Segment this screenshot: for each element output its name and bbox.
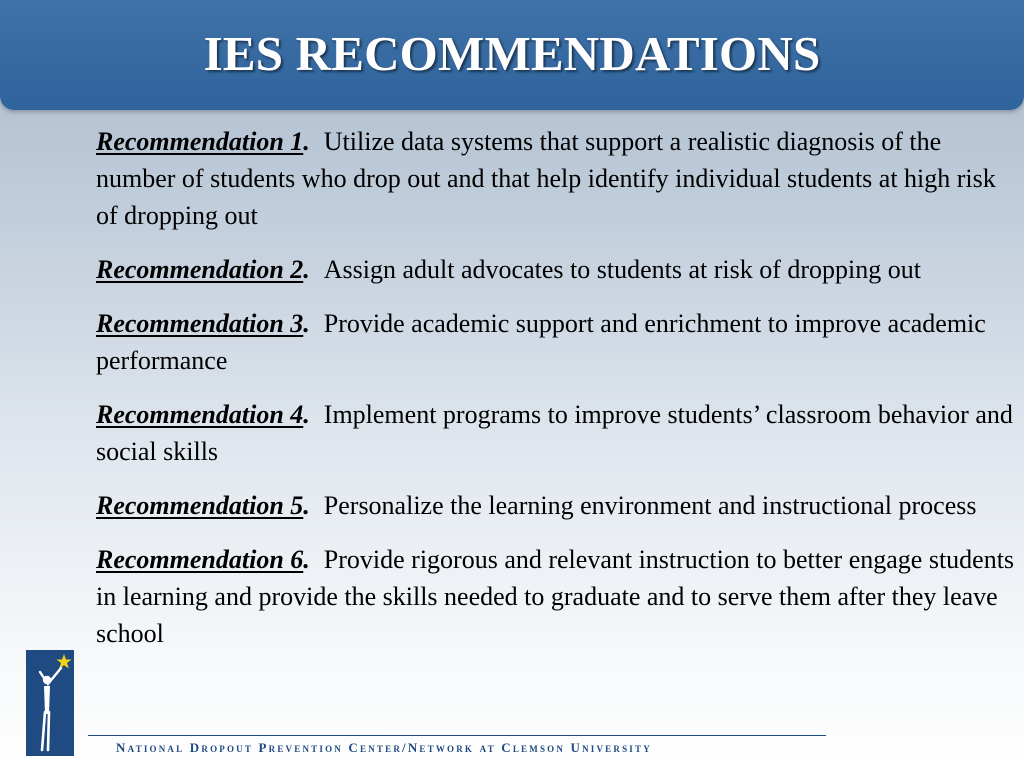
recommendation-label: Recommendation 1 (96, 127, 304, 156)
figure-legs (42, 712, 49, 750)
label-period: . (303, 309, 310, 338)
recommendation-text: Utilize data systems that support a realistic diagnosis of the number of students who drop out and that help identify individual students at high risk of dropping out (96, 127, 996, 230)
recommendation-1 (96, 123, 1016, 234)
recommendation-label: Recommendation 4 (96, 400, 304, 429)
recommendation-text: Personalize the learning environment and instructional process (323, 491, 977, 520)
recommendation-text: Assign adult advocates to students at risk of dropping out (323, 255, 921, 284)
figure-head (43, 676, 51, 684)
recommendation-6 (96, 541, 1016, 652)
label-period: . (303, 545, 310, 574)
figure-body (44, 686, 50, 714)
recommendation-5 (96, 487, 1016, 524)
recommendations-list (96, 123, 1016, 669)
logo-graphic (26, 650, 74, 756)
recommendation-text: Provide academic support and enrichment to improve academic performance (96, 309, 986, 375)
recommendation-2 (96, 251, 1016, 288)
recommendation-label: Recommendation 5 (96, 491, 304, 520)
reaching-figure-logo-icon (26, 650, 74, 756)
footer-divider (88, 735, 826, 736)
recommendation-text: Provide rigorous and relevant instruction to better engage students in learning and provide the skills needed to graduate and to serve them after they leave school (96, 545, 1015, 648)
recommendation-4 (96, 396, 1016, 470)
label-period: . (303, 255, 310, 284)
slide-title: IES RECOMMENDATIONS (203, 26, 821, 81)
title-bar (0, 0, 1024, 110)
recommendation-text: Implement programs to improve students’ classroom behavior and social skills (96, 400, 1013, 466)
recommendation-label: Recommendation 2 (96, 255, 304, 284)
recommendation-label: Recommendation 6 (96, 545, 304, 574)
recommendation-3 (96, 305, 1016, 379)
label-period: . (303, 400, 310, 429)
label-period: . (303, 127, 310, 156)
label-period: . (303, 491, 310, 520)
footer-organization-name: National Dropout Prevention Center/Network at Clemson University (116, 740, 652, 755)
recommendation-label: Recommendation 3 (96, 309, 304, 338)
star-icon (57, 654, 72, 669)
